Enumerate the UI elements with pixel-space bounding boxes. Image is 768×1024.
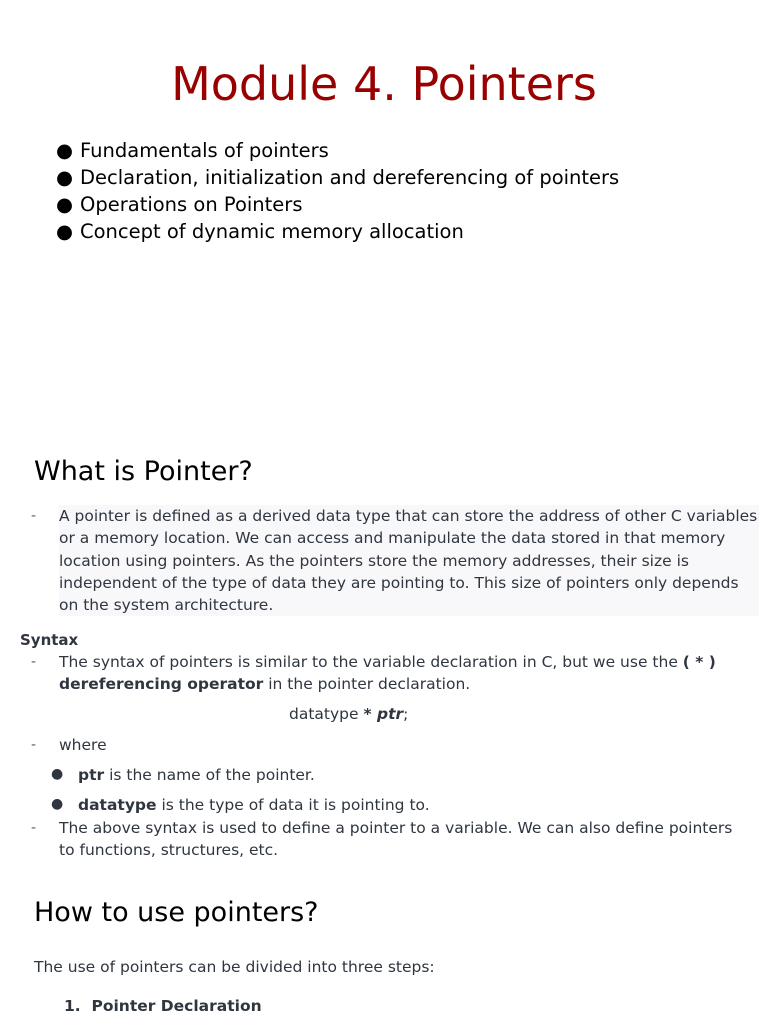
- dash-marker: -: [31, 737, 37, 753]
- term-name: datatype: [78, 796, 157, 814]
- topic-list: [56, 137, 619, 245]
- topic-label: Operations on Pointers: [80, 193, 303, 216]
- topic-item: [56, 164, 619, 191]
- topic-label: Declaration, initialization and dereferencing of pointers: [80, 166, 620, 189]
- module-title: Module 4. Pointers: [171, 57, 597, 111]
- dereferencing-operator: ( * ) dereferencing operator: [59, 653, 716, 694]
- section-heading-how-to-use: How to use pointers?: [34, 897, 319, 928]
- dash-marker: -: [31, 654, 37, 670]
- topic-item: [56, 191, 619, 218]
- bullet-icon: ●: [56, 220, 74, 243]
- bullet-icon: ●: [51, 796, 64, 812]
- decl-name: ptr: [376, 705, 404, 723]
- pointer-declaration: [289, 703, 408, 725]
- syntax-note: The above syntax is used to define a pointer to a variable. We can also define pointers to functions, structures, etc.: [59, 819, 733, 860]
- syntax-intro-text: in the pointer declaration.: [263, 675, 471, 694]
- steps-intro: The use of pointers can be divided into three steps:: [34, 958, 435, 976]
- topic-item: [56, 218, 619, 245]
- pointer-definition: A pointer is defined as a derived data type that can store the address of other C variables or a memory location. We can access and manipulate the data stored in that memory location using pointers. As the pointers store the memory addresses, their size is independent of the type of data they are pointing to. This size of pointers only depends on the system architecture.: [59, 505, 759, 616]
- decl-star: *: [363, 705, 377, 723]
- dash-marker: -: [31, 820, 37, 836]
- syntax-label: Syntax: [20, 631, 79, 649]
- bullet-icon: ●: [56, 139, 74, 162]
- syntax-intro: [59, 651, 749, 696]
- topic-label: Fundamentals of pointers: [80, 139, 329, 162]
- step-item: [64, 995, 262, 1017]
- topic-label: Concept of dynamic memory allocation: [80, 220, 464, 243]
- term-item: [78, 794, 430, 816]
- bullet-icon: ●: [51, 766, 64, 782]
- decl-type: datatype: [289, 705, 364, 723]
- step-label: Pointer Declaration: [91, 997, 262, 1015]
- bullet-icon: ●: [56, 166, 74, 189]
- term-description: is the name of the pointer.: [104, 766, 315, 784]
- decl-end: ;: [403, 705, 409, 723]
- dash-marker: -: [31, 508, 37, 524]
- step-number: 1.: [64, 997, 81, 1015]
- syntax-intro-text: The syntax of pointers is similar to the variable declaration in C, but we use the: [59, 653, 683, 671]
- section-heading-what-is-pointer: What is Pointer?: [34, 456, 253, 487]
- term-description: is the type of data it is pointing to.: [156, 796, 430, 814]
- where-label: where: [59, 736, 107, 754]
- topic-item: [56, 137, 619, 164]
- term-item: [78, 764, 315, 786]
- term-name: ptr: [78, 766, 105, 784]
- bullet-icon: ●: [56, 193, 74, 216]
